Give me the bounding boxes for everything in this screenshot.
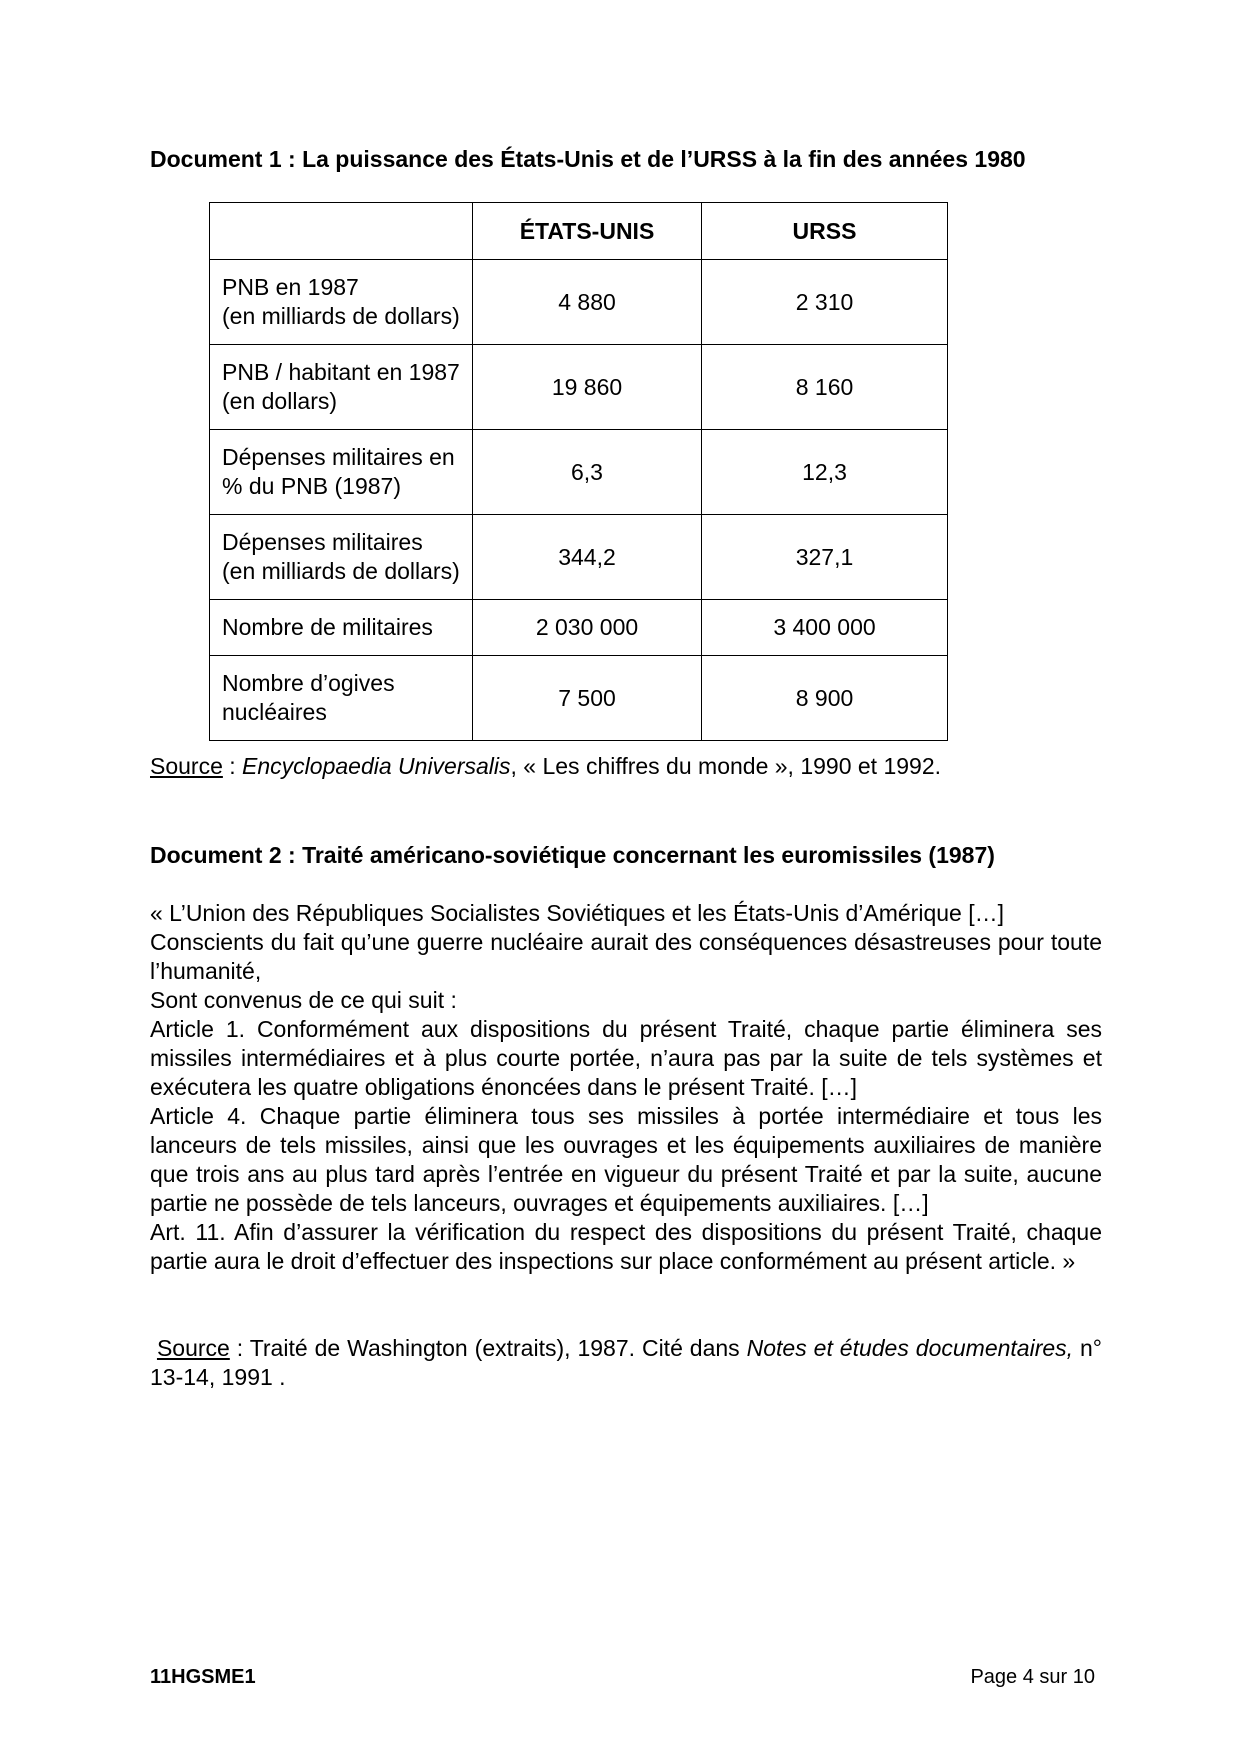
us-value: 6,3 (473, 430, 702, 515)
document-2-source (150, 1334, 1102, 1392)
power-comparison-table (209, 202, 948, 741)
us-value: 7 500 (473, 656, 702, 741)
urss-value: 8 160 (702, 345, 948, 430)
table-header-empty (210, 203, 473, 260)
excerpt-line: Sont convenus de ce qui suit : (150, 987, 457, 1013)
row-label-line: Dépenses militaires en (222, 444, 455, 470)
excerpt-line: « L’Union des Républiques Socialistes Soviétiques et les États-Unis d’Amérique […] (150, 900, 1004, 926)
excerpt-line: Conscients du fait qu’une guerre nucléaire aurait des conséquences désastreuses pour toute l’humanité, (150, 929, 1102, 984)
row-label-line: nucléaires (222, 699, 327, 725)
source-work: Notes et études documentaires, (746, 1335, 1074, 1361)
table-row (210, 600, 948, 656)
table-header-row (210, 203, 948, 260)
urss-value: 8 900 (702, 656, 948, 741)
source-work: Encyclopaedia Universalis (242, 753, 511, 779)
us-value: 344,2 (473, 515, 702, 600)
row-label-line: Nombre d’ogives (222, 670, 395, 696)
row-label (210, 345, 473, 430)
table-header-us: ÉTATS-UNIS (473, 203, 702, 260)
treaty-excerpt (150, 899, 1102, 1276)
excerpt-article-4: Article 4. Chaque partie éliminera tous ses missiles à portée intermédiaire et tous les lanceurs de tels missiles, ainsi que les ouvrages et les équipements auxiliaires de manière que trois ans au plus tard après l’entrée en vigueur du présent Traité et par la suite, aucune partie ne possède de tels lanceurs, ouvrages et équipements auxiliaires. […] (150, 1103, 1102, 1216)
row-label-line: (en dollars) (222, 388, 338, 414)
table-row (210, 515, 948, 600)
row-label-line: % du PNB (1987) (222, 473, 401, 499)
source-label: Source (150, 753, 223, 779)
row-label (210, 430, 473, 515)
exam-code: 11HGSME1 (150, 1666, 256, 1688)
urss-value: 327,1 (702, 515, 948, 600)
urss-value: 3 400 000 (702, 600, 948, 656)
page-content (150, 145, 1102, 1392)
excerpt-article-11: Art. 11. Afin d’assurer la vérification du respect des dispositions du présent Traité, chaque partie aura le droit d’effectuer des inspections sur place conformément au présent article. » (150, 1219, 1102, 1274)
source-details: n° 13-14, 1991 . (150, 1335, 1102, 1390)
table-row (210, 260, 948, 345)
row-label-line: Dépenses militaires (222, 529, 423, 555)
us-value: 2 030 000 (473, 600, 702, 656)
row-label-line: PNB / habitant en 1987 (222, 359, 460, 385)
row-label (210, 600, 473, 656)
power-table-wrapper (209, 202, 1102, 741)
source-separator: : (222, 753, 243, 779)
urss-value: 2 310 (702, 260, 948, 345)
row-label (210, 260, 473, 345)
source-label: Source (156, 1335, 230, 1361)
document-1-title: Document 1 : La puissance des États-Unis et de l’URSS à la fin des années 1980 (150, 146, 1026, 172)
us-value: 4 880 (473, 260, 702, 345)
row-label-line: Nombre de militaires (222, 614, 433, 640)
document-1-source (150, 752, 1102, 781)
row-label (210, 656, 473, 741)
us-value: 19 860 (473, 345, 702, 430)
table-row (210, 345, 948, 430)
table-header-urss: URSS (702, 203, 948, 260)
table-row (210, 656, 948, 741)
table-row (210, 430, 948, 515)
row-label (210, 515, 473, 600)
row-label-line: (en milliards de dollars) (222, 303, 460, 329)
urss-value: 12,3 (702, 430, 948, 515)
source-text: : Traité de Washington (extraits), 1987. Cité dans (229, 1335, 747, 1361)
row-label-line: PNB en 1987 (222, 274, 359, 300)
page-number: Page 4 sur 10 (970, 1666, 1095, 1688)
document-2-title: Document 2 : Traité américano-soviétique concernant les euromissiles (1987) (150, 842, 995, 868)
excerpt-article-1: Article 1. Conformément aux dispositions du présent Traité, chaque partie éliminera ses missiles intermédiaires et à plus courte portée, n’aura pas par la suite de tels systèmes et exécutera les quatre obligations énoncées dans le présent Traité. […] (150, 1016, 1102, 1100)
row-label-line: (en milliards de dollars) (222, 558, 460, 584)
source-details: , « Les chiffres du monde », 1990 et 1992. (510, 753, 942, 779)
